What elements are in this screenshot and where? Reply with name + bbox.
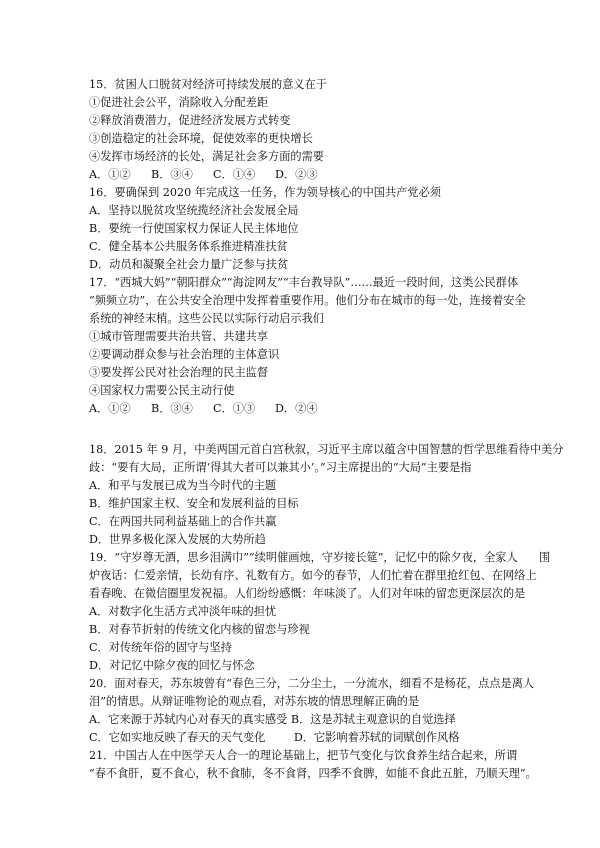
- q15-item-1: ①促进社会公平，消除收入分配差距: [89, 96, 269, 109]
- q19-stem-line-3: 看春晚、在微信圈里发祝福。人们纷纷感慨：年味淡了。人们对年味的留恋更深层次的是: [89, 587, 526, 600]
- q17-item-3: ③要发挥公民对社会治理的民主监督: [89, 366, 269, 379]
- q15-options: [89, 168, 580, 182]
- q19-option-c: C．对传统年俗的固守与坚持: [89, 641, 232, 654]
- q16-option-c: C．健全基本公共服务体系推进精准扶贫: [89, 240, 288, 253]
- q17-stem-line-1: 17．“西城大妈”“朝阳群众”“海淀网友”“丰台教导队”……最近一段时间，这类公民群体: [89, 276, 519, 289]
- q20-options-cd: C．它如实地反映了春天的天气变化 D．它影响着苏轼的词赋创作风格: [89, 731, 460, 744]
- q17-option-c: C．①③: [213, 402, 256, 415]
- q17-item-2: ②要调动群众参与社会治理的主体意识: [89, 348, 280, 361]
- q19-stem-line-1: 19．“守岁尊无酒，思乡泪满巾”“续明催画烛，守岁接长筵”，记忆中的除夕夜，全家人 围: [89, 551, 551, 564]
- q17-stem-line-2: “频频立功”，在公共安全治理中发挥着重要作用。他们分布在城市的每一处，连接着安全: [89, 294, 526, 307]
- q20-stem-line-2: 泪”的情思。从辩证唯物论的观点看，对苏东坡的情思理解正确的是: [89, 695, 420, 708]
- q19-option-a: A．对数字化生活方式冲淡年味的担忧: [89, 605, 277, 618]
- q18-stem-line-2: 歧：“要有大局，正所谓‘得其大者可以兼其小’。”习主席提出的“大局”主要是指: [89, 461, 472, 474]
- q18-stem-line-1: 18．2015 年 9 月，中美两国元首白宫秋叙，习近平主席以蕴含中国智慧的哲学思维看待中美分: [89, 443, 564, 456]
- q18-option-d: D．世界多极化深入发展的大势所趋: [89, 533, 266, 546]
- q17-options: [89, 402, 580, 416]
- q18-option-b: B．维护国家主权、安全和发展利益的目标: [89, 497, 299, 510]
- q21-stem-line-2: “春不食肝，夏不食心，秋不食肺，冬不食肾，四季不食脾，如能不食此五脏，乃顺天理”。: [89, 767, 537, 780]
- q17-option-b: B．③④: [151, 402, 193, 415]
- q16-option-a: A．坚持以脱贫攻坚统揽经济社会发展全局: [89, 204, 299, 217]
- q17-stem-line-3: 系统的神经末梢。这些公民以实际行动启示我们: [89, 312, 324, 325]
- q19-option-d: D．对记忆中除夕夜的回忆与怀念: [89, 659, 255, 672]
- q15-option-b: B．③④: [151, 168, 193, 181]
- q15-option-c: C．①④: [213, 168, 256, 181]
- q17-option-d: D．②④: [275, 402, 318, 415]
- q15-item-2: ②释放消费潜力，促进经济发展方式转变: [89, 114, 291, 127]
- q18-option-a: A．和平与发展已成为当今时代的主题: [89, 479, 277, 492]
- q15-option-a: A．①②: [89, 168, 131, 181]
- q19-stem-line-2: 炉夜话：仁爱亲情，长幼有序、礼数有方。如今的春节，人们忙着在群里抢红包、在网络上: [89, 569, 537, 582]
- q15-item-3: ③创造稳定的社会环境，促使效率的更快增长: [89, 132, 313, 145]
- q16-option-b: B．要统一行使国家权力保证人民主体地位: [89, 222, 299, 235]
- q16-stem: 16．要确保到 2020 年完成这一任务，作为领导核心的中国共产党必须: [89, 186, 441, 199]
- q20-stem-line-1: 20．面对春天，苏东坡曾有“春色三分，二分尘土，一分流水，细看不是杨花，点点是离人: [89, 677, 535, 690]
- q16-option-d: D．动员和凝聚全社会力量广泛参与扶贫: [89, 258, 289, 271]
- q15-stem: 15．贫困人口脱贫对经济可持续发展的意义在于: [89, 78, 327, 91]
- q20-options-ab: A．它来源于苏轼内心对春天的真实感受 B．这是苏轼主观意识的自觉选择: [89, 713, 456, 726]
- q19-option-b: B．对春节折射的传统文化内核的留恋与珍视: [89, 623, 310, 636]
- q15-item-4: ④发挥市场经济的长处，满足社会多方面的需要: [89, 150, 324, 163]
- q15-option-d: D．②③: [275, 168, 318, 181]
- q21-stem-line-1: 21．中国古人在中医学天人合一的理论基础上，把节气变化与饮食养生结合起来，所谓: [89, 749, 518, 762]
- q17-option-a: A．①②: [89, 402, 131, 415]
- q17-item-1: ①城市管理需要共治共管、共建共享: [89, 330, 269, 343]
- q18-option-c: C．在两国共同利益基础上的合作共赢: [89, 515, 277, 528]
- q17-item-4: ④国家权力需要公民主动行使: [89, 384, 235, 397]
